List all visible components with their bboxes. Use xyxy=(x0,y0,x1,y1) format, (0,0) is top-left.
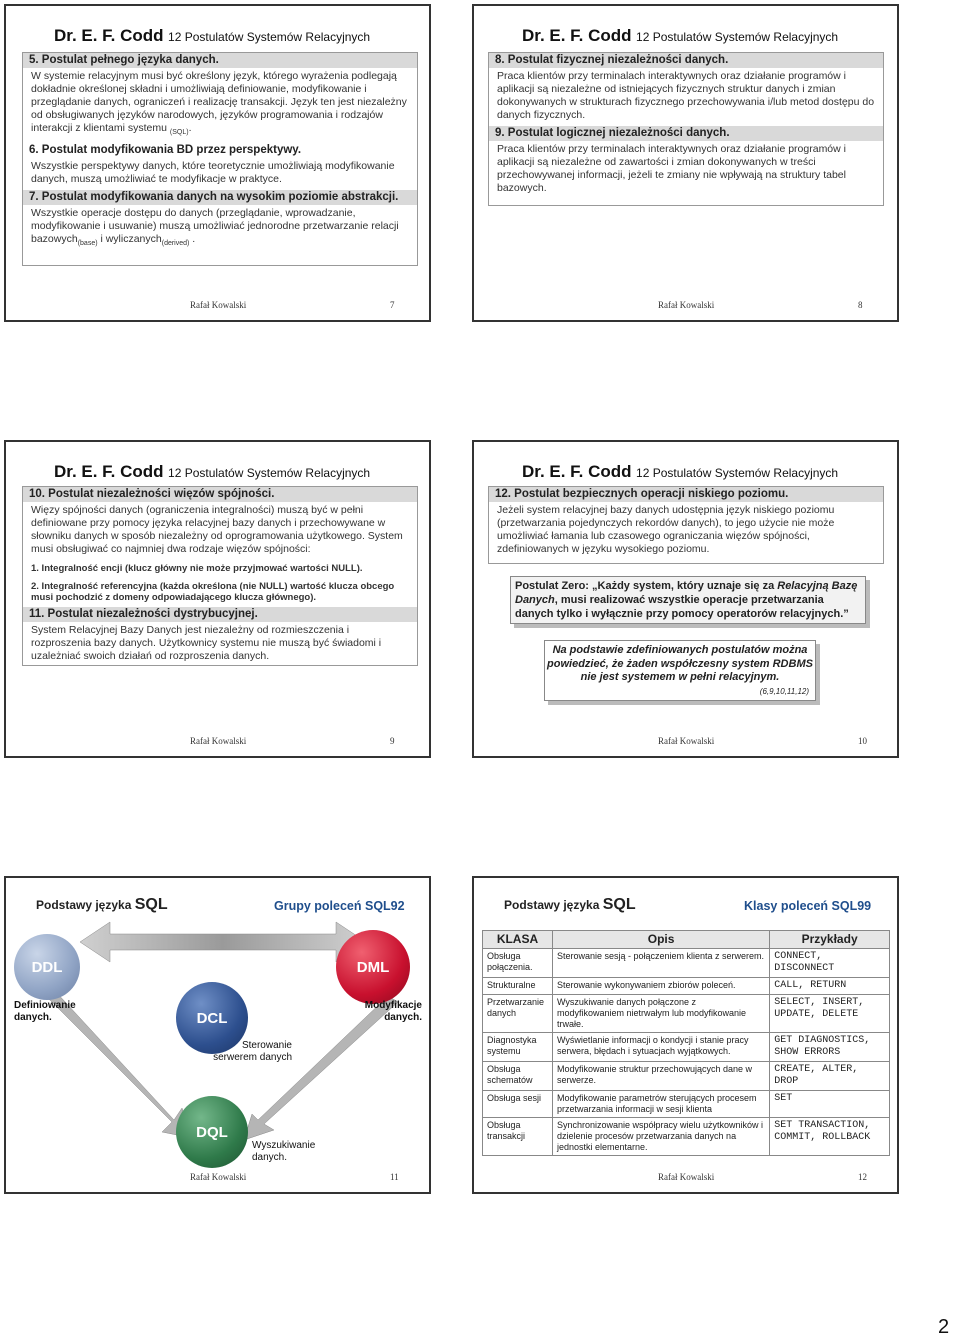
postulate-10-text: Więzy spójności danych (ograniczenia integralności) muszą być w pełni definiowane przy pomocy języka relacyjnej bazy danych i przechowywane w słowniku danych w sposób niezależny od oprogramowania użytkowego. System musi obsługiwać co najmniej dwa rodzaje więzów spójności: xyxy=(31,504,403,555)
slide-12 xyxy=(472,876,899,1194)
column-header-przyklady: Przykłady xyxy=(770,931,890,949)
sql-classes-table xyxy=(482,930,890,1156)
slide-title: Dr. E. F. Codd 12 Postulatów Systemów Relacyjnych xyxy=(54,462,371,481)
column-header-klasa: KLASA xyxy=(483,931,553,949)
slide-heading-left: Podstawy języka SQL xyxy=(504,896,636,913)
page-number: 2 xyxy=(938,1316,950,1338)
footer-slide-number: 9 xyxy=(390,736,395,746)
slide-10 xyxy=(472,440,899,758)
footer-slide-number: 11 xyxy=(390,1172,399,1182)
slide-heading-right: Klasy poleceń SQL99 xyxy=(744,899,872,913)
footer-slide-number: 10 xyxy=(858,736,867,746)
footer-author: Rafał Kowalski xyxy=(658,300,715,310)
postulate-11-text: System Relacyjnej Bazy Danych jest niezależny od rozmieszczenia i rozproszenia bazy danych. Użytkownicy systemu nie muszą być świadomi i uzależniać swoich działań od rozproszenia danych. xyxy=(31,624,382,662)
slide-8 xyxy=(472,4,899,322)
footer-author: Rafał Kowalski xyxy=(190,300,247,310)
footer-author: Rafał Kowalski xyxy=(658,1172,715,1182)
footer-author: Rafał Kowalski xyxy=(190,1172,247,1182)
table-row: Obsługa połączenia. Sterowanie sesją - połączeniem klienta z serwerem. CONNECT, DISCONNECT xyxy=(483,949,890,978)
postulate-12-heading: 12. Postulat bezpiecznych operacji niskiego poziomu. xyxy=(489,487,883,502)
postulate-11-heading: 11. Postulat niezależności dystrybucyjnej. xyxy=(23,607,417,622)
slide-heading-left: Podstawy języka SQL xyxy=(36,896,168,913)
integrity-item-1: 1. Integralność encji (klucz główny nie może przyjmować wartości NULL). xyxy=(31,563,363,574)
slide-title: Dr. E. F. Codd 12 Postulatów Systemów Relacyjnych xyxy=(522,462,839,481)
dql-label: Wyszukiwanie danych. xyxy=(252,1140,316,1163)
slide-content xyxy=(488,52,884,206)
postulate-references: (6,9,10,11,12) xyxy=(759,686,809,696)
table-row: Obsługa schematów Modyfikowanie struktur przechowujących dane w serwerze. CREATE, ALTER, DROP xyxy=(483,1062,890,1091)
postulate-5-heading: 5. Postulat pełnego języka danych. xyxy=(23,53,417,68)
slide-content xyxy=(22,486,418,666)
postulate-zero-box: Postulat Zero: „Każdy system, który uznaje się za Relacyjną Bazę Danych, musi realizować wszystkie operacje przetwarzania danych tylko i wyłącznie przy pomocy operatorów relacyjnych.” xyxy=(510,576,866,624)
ddl-label: Definiowanie danych. xyxy=(14,1000,76,1023)
postulate-5-text: W systemie relacyjnym musi być określony język, którego wyrażenia podlegają dokładnie określonej składni i umożliwiają definiowanie, modyfikowanie i przeglądanie danych, ograniczeń i realizację transakcji. Język ten jest niezależny od obsługiwanych języków narodowych, języków programowania i rodzajów interakcji z klientami systemu $_{(SQL)}$. xyxy=(31,70,407,137)
footer-slide-number: 8 xyxy=(858,300,863,310)
footer-slide-number: 12 xyxy=(858,1172,867,1182)
integrity-item-2: 2. Integralność referencyjna (każda określona (nie NULL) wartość klucza obcego musi pochodzić z domeny odpowiadającego klucza głównego). xyxy=(31,581,395,603)
postulate-9-heading: 9. Postulat logicznej niezależności danych. xyxy=(489,126,883,141)
slide-9 xyxy=(4,440,431,758)
arrow-ddl-dml xyxy=(80,922,366,962)
postulate-8-text: Praca klientów przy terminalach interaktywnych oraz działanie programów i aplikacji są niezależne od istniejących fizycznych struktur danych i zmian dokonywanych w strukturach fizycznego przechowywania i/lub metod dostępu do danych fizycznych. xyxy=(497,70,875,121)
dcl-bubble: DCL xyxy=(176,982,248,1054)
column-header-opis: Opis xyxy=(552,931,769,949)
table-row: Diagnostyka systemu Wyświetlanie informacji o kondycji i stanie pracy serwera, błędach i sytuacjach wyjątkowych. GET DIAGNOSTICS, SHOW ERRORS xyxy=(483,1033,890,1062)
footer-author: Rafał Kowalski xyxy=(658,736,715,746)
slide-title: Dr. E. F. Codd 12 Postulatów Systemów Relacyjnych xyxy=(54,26,371,45)
dql-bubble: DQL xyxy=(176,1096,248,1168)
ddl-bubble: DDL xyxy=(14,934,80,1000)
footer-author: Rafał Kowalski xyxy=(190,736,247,746)
postulate-12-text: Jeżeli system relacyjnej bazy danych udostępnia język niskiego poziomu (przetwarzania pojedynczych rekordów danych), to jego użycie nie może umożliwiać łamania lub czasowego ograniczania więzów spójności, zdefiniowanych w języku wysokiego poziomu. xyxy=(497,504,835,555)
postulate-7-heading: 7. Postulat modyfikowania danych na wysokim poziomie abstrakcji. xyxy=(23,190,417,205)
conclusion-note-box: Na podstawie zdefiniowanych postulatów można powiedzieć, że żaden współczesny system RDBMS nie jest systemem w pełni relacyjnym. (6,9,10,11,12) xyxy=(544,640,816,701)
postulate-9-text: Praca klientów przy terminalach interaktywnych oraz działanie programów i aplikacji są niezależne od zawartości i zmian dokonywanych w treści przechowywanej informacji, jeżeli te zmiany nie wpływają na struktury tabel bazowych. xyxy=(497,143,846,194)
slide-heading-right: Grupy poleceń SQL92 xyxy=(274,899,405,913)
slide-content xyxy=(22,52,418,266)
table-row: Obsługa transakcji Synchronizowanie współpracy wielu użytkowników i dzielenie procesów przetwarzania danych na jednostki elementarne. SET TRANSACTION, COMMIT, ROLLBACK xyxy=(483,1118,890,1156)
table-row: Strukturalne Sterowanie wykonywaniem zbiorów poleceń. CALL, RETURN xyxy=(483,978,890,995)
postulate-7-text: Wszystkie operacje dostępu do danych (przeglądanie, wprowadzanie, modyfikowanie i usuwanie) muszą umożliwiać jednorodne przetwarzanie relacji bazowych$_{(base)}$ i wyliczanych$_{(derived)}$ . xyxy=(31,207,399,248)
postulate-6-text: Wszystkie perspektywy danych, które teoretycznie umożliwiają modyfikowanie danych, muszą umożliwiać te modyfikacje w praktyce. xyxy=(31,160,395,186)
slide-7 xyxy=(4,4,431,322)
postulate-10-heading: 10. Postulat niezależności więzów spójności. xyxy=(23,487,417,502)
postulate-8-heading: 8. Postulat fizycznej niezależności danych. xyxy=(489,53,883,68)
table-row: Obsługa sesji Modyfikowanie parametrów sterujących procesem przetwarzania informacji w sesji klienta SET xyxy=(483,1091,890,1118)
table-row: Przetwarzanie danych Wyszukiwanie danych połączone z modyfikowaniem nietrwałym lub modyfikowanie trwałe. SELECT, INSERT, UPDATE, DELETE xyxy=(483,995,890,1033)
dcl-label: Sterowanie serwerem danych xyxy=(213,1040,292,1063)
slide-title: Dr. E. F. Codd 12 Postulatów Systemów Relacyjnych xyxy=(522,26,839,45)
postulate-6-heading: 6. Postulat modyfikowania BD przez perspektywy. xyxy=(29,144,302,157)
footer-slide-number: 7 xyxy=(390,300,395,310)
dml-bubble: DML xyxy=(336,930,410,1004)
slide-content xyxy=(488,486,884,564)
dml-label: Modyfikacje danych. xyxy=(364,1000,422,1023)
slide-11 xyxy=(4,876,431,1194)
